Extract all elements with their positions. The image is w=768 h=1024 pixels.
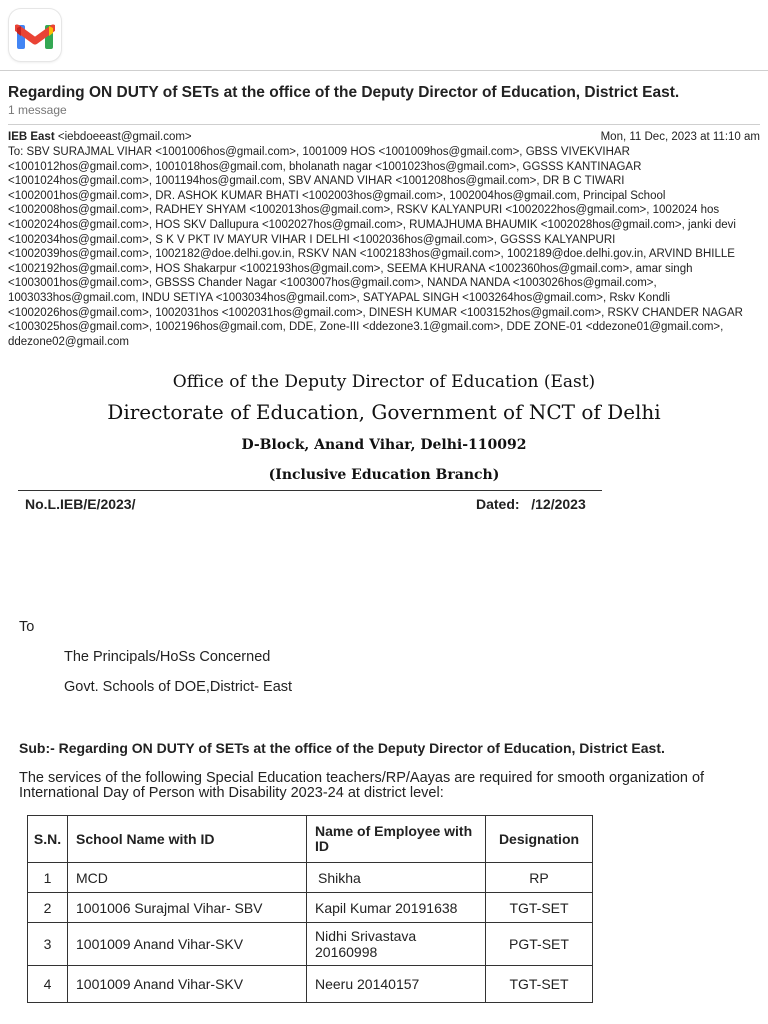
addressee-line-1: The Principals/HoSs Concerned: [64, 649, 271, 665]
table-row: [28, 893, 593, 923]
sender: [8, 131, 192, 143]
cell-employee: Neeru 20140157: [307, 966, 486, 1003]
cell-school: 1001006 Surajmal Vihar- SBV: [68, 893, 307, 923]
cell-sn: 1: [28, 863, 68, 893]
cell-sn: 4: [28, 966, 68, 1003]
email-date: Mon, 11 Dec, 2023 at 11:10 am: [600, 131, 760, 143]
header-designation: Designation: [486, 816, 593, 863]
subject-divider: [8, 124, 760, 125]
letterhead-rule: [18, 490, 602, 491]
table-row: [28, 923, 593, 966]
letter-date: Dated: /12/2023: [476, 496, 586, 512]
header-divider: [0, 70, 768, 71]
letterhead-directorate: Directorate of Education, Government of NCT of Delhi: [107, 400, 661, 424]
sender-email: <iebdoeeast@gmail.com>: [57, 131, 192, 143]
gmail-logo-icon[interactable]: [9, 9, 61, 61]
cell-sn: 3: [28, 923, 68, 966]
header-employee: Name of Employee with ID: [307, 816, 486, 863]
email-subject: Regarding ON DUTY of SETs at the office of the Deputy Director of Education, District East.: [8, 84, 680, 101]
letterhead-office: Office of the Deputy Director of Education (East): [172, 372, 596, 392]
addressee-line-2: Govt. Schools of DOE,District- East: [64, 679, 293, 695]
cell-employee: Shikha: [307, 863, 486, 893]
to-label: To: [19, 619, 35, 635]
cell-employee: Kapil Kumar 20191638: [307, 893, 486, 923]
reference-number: No.L.IEB/E/2023/: [25, 496, 136, 512]
cell-school: MCD: [68, 863, 307, 893]
letterhead-address: D-Block, Anand Vihar, Delhi-110092: [241, 437, 527, 453]
duty-table: [27, 815, 593, 1003]
header-sn: S.N.: [28, 816, 68, 863]
message-count: 1 message: [8, 103, 67, 117]
header-school: School Name with ID: [68, 816, 307, 863]
sender-name: IEB East: [8, 131, 55, 143]
cell-designation: RP: [486, 863, 593, 893]
table-header-row: [28, 816, 593, 863]
letterhead-branch: (Inclusive Education Branch): [268, 467, 500, 483]
letter-body: The services of the following Special Education teachers/RP/Aayas are required for smooth organization of International Day of Person with Disability 2023-24 at district level:: [19, 770, 705, 801]
letter-subject: Sub:- Regarding ON DUTY of SETs at the office of the Deputy Director of Education, District East.: [19, 740, 665, 756]
cell-school: 1001009 Anand Vihar-SKV: [68, 966, 307, 1003]
cell-designation: TGT-SET: [486, 893, 593, 923]
table-row: [28, 966, 593, 1003]
cell-school: 1001009 Anand Vihar-SKV: [68, 923, 307, 966]
table-row: [28, 863, 593, 893]
cell-designation: PGT-SET: [486, 923, 593, 966]
cell-designation: TGT-SET: [486, 966, 593, 1003]
cell-employee: Nidhi Srivastava 20160998: [307, 923, 486, 966]
recipients-list: To: SBV SURAJMAL VIHAR <1001006hos@gmail.com>, 1001009 HOS <1001009hos@gmail.com>, GBSS VIVEKVIHAR <1001012hos@gmail.com>, 1001018hos@gmail.com, bholanath nagar <1001023hos@gmail.com>, GGSSS KANTINAGAR <1001024hos@gmail.com>, 1001194hos@gmail.com, SBV ANAND VIHAR <1001208hos@gmail.com>, DR B C TIWARI <1002001hos@gmail.com>, DR. ASHOK KUMAR BHATI <1002003hos@gmail.com>, 1002004hos@gmail.com, Principal School <1002008hos@gmail.com>, RADHEY SHYAM <1002013hos@gmail.com>, RSKV KALYANPURI <1002022hos@gmail.com>, 1002024 hos <1002024hos@gmail.com>, HOS SKV Dallupura <1002027hos@gmail.com>, RUMAJHUMA BHAUMIK <1002028hos@gmail.com>, janki devi <1002034hos@gmail.com>, S K V PKT IV MAYUR VIHAR I DELHI <1002036hos@gmail.com>, GGSSS KALYANPURI <1002039hos@gmail.com>, 1002182@doe.delhi.gov.in, RSKV NAN <1002183hos@gmail.com>, 1002189@doe.delhi.gov.in, ARVIND BHILLE <1002192hos@gmail.com>, HOS Shakarpur <1002193hos@gmail.com>, SEEMA KHURANA <1002360hos@gmail.com>, amar singh <1003001hos@gmail.com>, GBSSS Chander Nagar <1003007hos@gmail.com>, NANDA NANDA <1003026hos@gmail.com>, 1003033hos@gmail.com, INDU SETIYA <1003034hos@gmail.com>, SATYAPAL SINGH <1003264hos@gmail.com>, Rskv Kondli <1002026hos@gmail.com>, 1002031hos <1002031hos@gmail.com>, DINESH KUMAR <1003152hos@gmail.com>, RSKV CHANDER NAGAR <1003025hos@gmail.com>, 1002196hos@gmail.com, DDE, Zone-III <ddezone3.1@gmail.com>, DDE ZONE-01 <ddezone01@gmail.com>, ddezone02@gmail.com: [8, 146, 743, 348]
cell-sn: 2: [28, 893, 68, 923]
